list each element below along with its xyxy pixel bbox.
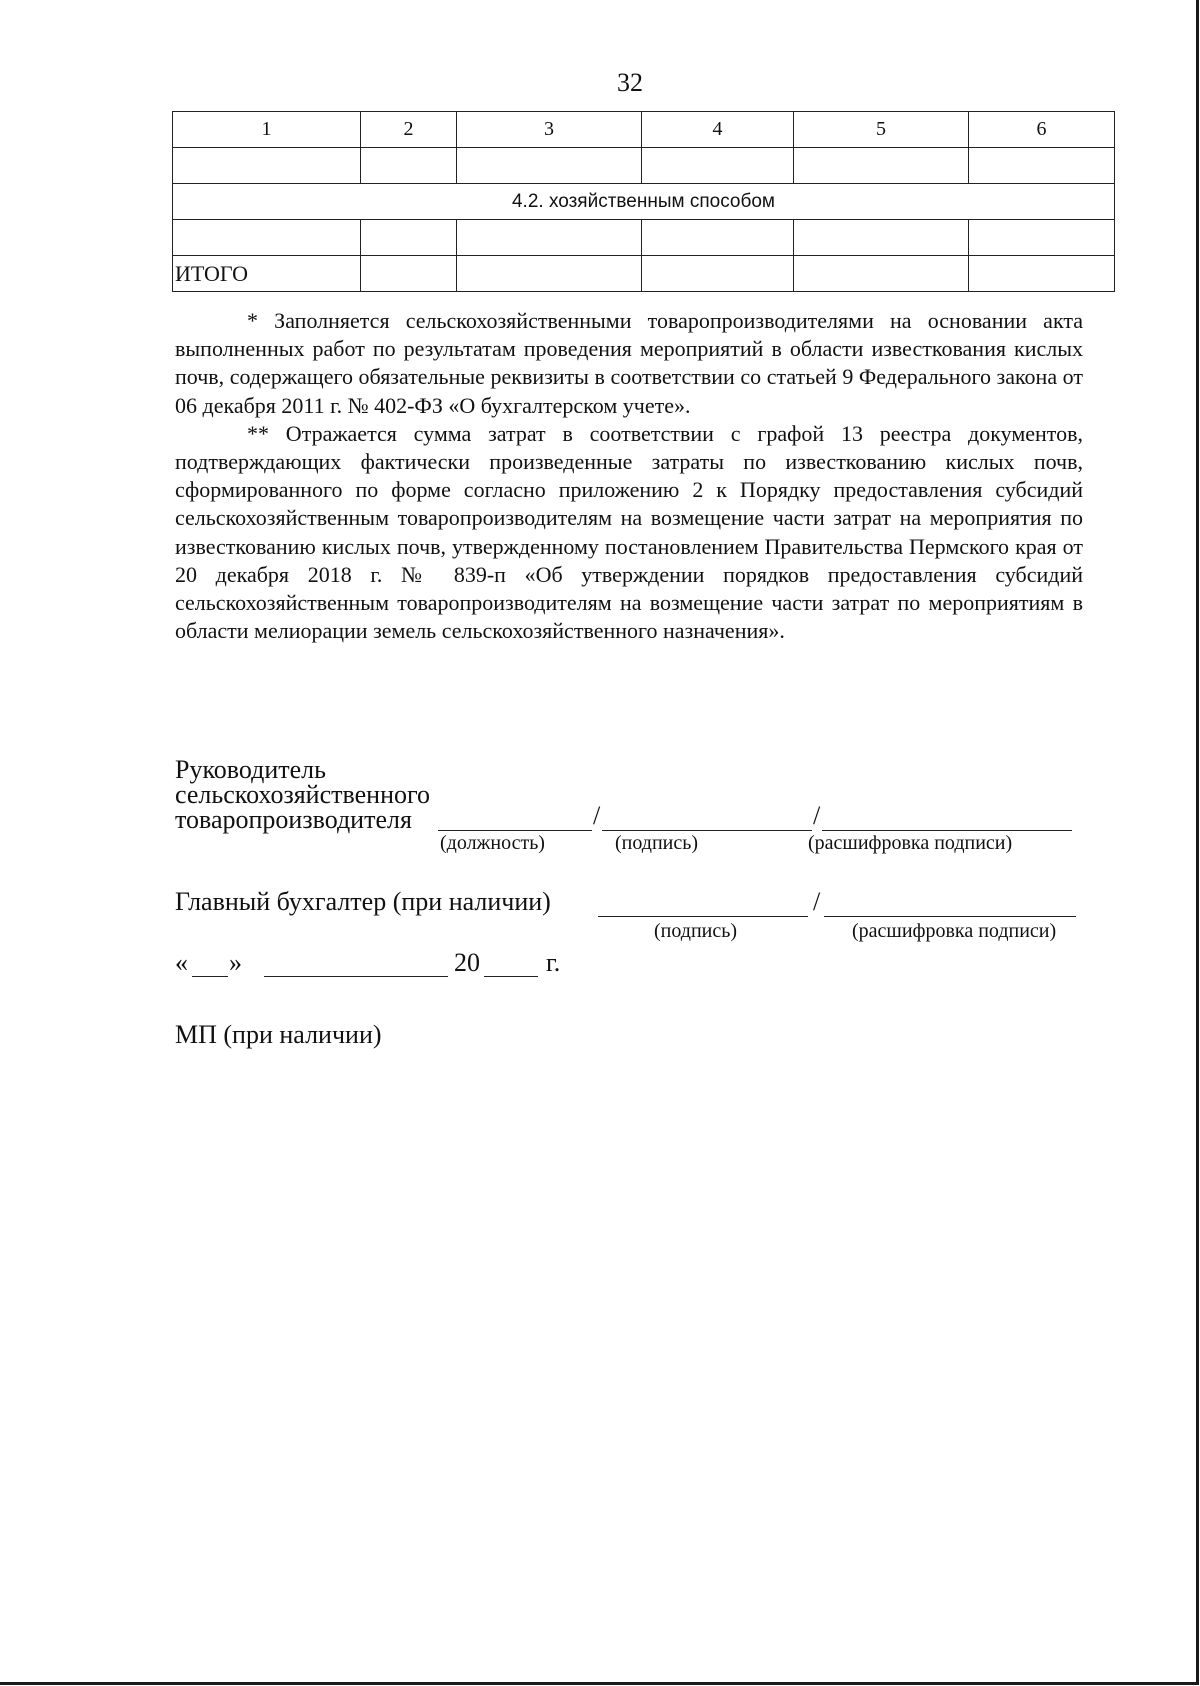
- footnote-2: ** Отражается сумма затрат в соответствии с графой 13 реестра документов, подтверждающих фактически произведенные затраты по известкованию кислых почв, сформированного по форме согласно приложению 2 к Порядку предоставления субсидий сельскохозяйственным товаропроизводителям на возмещение части затрат на мероприятия по известкованию кислых почв, утвержденному постановлением Правительства Пермского края от 20 декабря 2018 г. № 839-п «Об утверждении порядков предоставления субсидий сельскохозяйственным товаропроизводителям на возмещение части затрат по мероприятиям в области мелиорации земель сельскохозяйственного назначения».: [175, 420, 1083, 644]
- table-cell: [794, 220, 969, 256]
- separator-slash: /: [593, 801, 601, 830]
- subsection-title: 4.2. хозяйственным способом: [173, 184, 1115, 220]
- date-year-field[interactable]: [484, 976, 538, 977]
- total-label: ИТОГО: [173, 256, 361, 292]
- accountant-signature-decoding-field[interactable]: [824, 916, 1076, 917]
- separator-slash: /: [813, 801, 821, 830]
- table-cell: [969, 220, 1115, 256]
- stamp-label: МП (при наличии): [175, 1020, 382, 1049]
- expenses-table: [172, 111, 1115, 292]
- position-caption: (должность): [440, 832, 545, 854]
- chief-accountant-label: Главный бухгалтер (при наличии): [175, 887, 551, 916]
- table-cell: [794, 148, 969, 184]
- date-month-field[interactable]: [264, 976, 448, 977]
- table-cell: [361, 220, 457, 256]
- table-cell: [642, 256, 794, 292]
- column-number: 4: [642, 112, 794, 148]
- head-signature-field[interactable]: [602, 830, 812, 831]
- decoding-caption: (расшифровка подписи): [852, 920, 1057, 942]
- table-cell: [794, 256, 969, 292]
- table-cell: [173, 148, 361, 184]
- separator-slash: /: [813, 887, 821, 916]
- table-cell: [642, 148, 794, 184]
- date-year-suffix: г.: [546, 948, 561, 977]
- footnotes: [175, 307, 1083, 645]
- date-open-quote: «: [175, 948, 188, 977]
- decoding-caption: (расшифровка подписи): [808, 832, 1013, 854]
- footnote-1: * Заполняется сельскохозяйственными товаропроизводителями на основании акта выполненных работ по результатам проведения мероприятий в области известкования кислых почв, содержащего обязательные реквизиты в соответствии со статьей 9 Федерального закона от 06 декабря 2011 г. № 402-ФЗ «О бухгалтерском учете».: [175, 308, 1083, 418]
- head-title-line2: сельскохозяйственного: [175, 780, 430, 809]
- column-number: 2: [361, 112, 457, 148]
- table-row: [173, 148, 1115, 184]
- date-day-field[interactable]: [192, 976, 228, 977]
- head-signature-decoding-field[interactable]: [822, 830, 1072, 831]
- accountant-signature-field[interactable]: [598, 916, 808, 917]
- table-cell: [969, 148, 1115, 184]
- table-cell: [969, 256, 1115, 292]
- table-subsection-row: [173, 184, 1115, 220]
- page-number: 32: [617, 68, 643, 97]
- table-row: [173, 220, 1115, 256]
- signature-caption: (подпись): [615, 832, 699, 854]
- signature-caption: (подпись): [654, 920, 738, 942]
- date-year-prefix: 20: [454, 948, 480, 977]
- table-cell: [642, 220, 794, 256]
- table-header-row: [173, 112, 1115, 148]
- column-number: 1: [173, 112, 361, 148]
- table-cell: [361, 148, 457, 184]
- table-cell: [361, 256, 457, 292]
- head-title-line1: Руководитель: [175, 755, 326, 784]
- head-title-line3: товаропроизводителя: [175, 805, 412, 834]
- table-cell: [457, 256, 642, 292]
- table-total-row: [173, 256, 1115, 292]
- column-number: 6: [969, 112, 1115, 148]
- column-number: 5: [794, 112, 969, 148]
- position-field[interactable]: [438, 830, 592, 831]
- column-number: 3: [457, 112, 642, 148]
- table-cell: [173, 220, 361, 256]
- date-close-quote: »: [229, 948, 242, 977]
- table-cell: [457, 148, 642, 184]
- table-cell: [457, 220, 642, 256]
